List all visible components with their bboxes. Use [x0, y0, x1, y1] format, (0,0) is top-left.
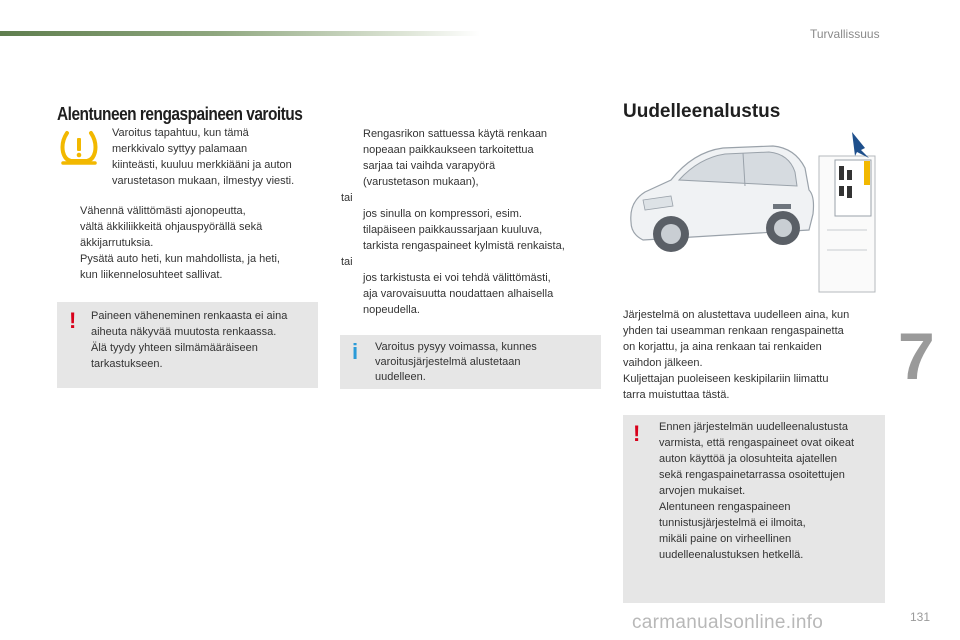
reinit-paragraph [623, 307, 849, 403]
info-text [375, 340, 537, 385]
text-line: Älä tyydy yhteen silmämääräiseen [91, 342, 258, 354]
text-line: uudelleenalustuksen hetkellä. [659, 549, 804, 561]
text-line: aja varovaisuutta noudattaen alhaisella [363, 288, 554, 300]
text-line: varustetason mukaan, ilmestyy viesti. [112, 175, 295, 187]
bullet-text [80, 203, 262, 251]
warning-text [659, 419, 854, 563]
text-line: tilapäiseen paikkaussarjaan kuuluva, [363, 224, 543, 236]
text-line: Pysätä auto heti, kun mahdollista, ja heti, [80, 253, 280, 265]
text-line: Vähennä välittömästi ajonopeutta, [80, 205, 246, 217]
text-line: Kuljettajan puoleiseen keskipilariin liimattu [623, 373, 829, 385]
text-line: Varoitus pysyy voimassa, kunnes [375, 341, 537, 353]
warning-text [91, 308, 287, 372]
text-line: arvojen mukaiset. [659, 485, 746, 497]
text-line: merkkivalo syttyy palamaan [112, 143, 248, 155]
reinit-heading: Uudelleenalustus [623, 101, 781, 122]
text-line: äkkijarrutuksia. [80, 237, 154, 249]
text-line: aiheuta näkyvää muutosta renkaassa. [91, 326, 277, 338]
chapter-title: Turvallissuus [810, 27, 880, 41]
text-line: sekä rengaspainetarrassa osoitettujen [659, 469, 845, 481]
text-line: vaihdon jälkeen. [623, 357, 703, 369]
text-line: tunnistusjärjestelmä ei ilmoita, [659, 517, 806, 529]
text-line: varoitusjärjestelmä alustetaan [375, 356, 521, 368]
text-line: on korjattu, ja aina renkaan tai renkaiden [623, 341, 822, 353]
warning-exclamation-icon: ! [69, 308, 77, 333]
text-line: tarkastukseen. [91, 358, 163, 370]
or-text: tai [341, 256, 353, 268]
text-line: mikäli paine on virheellinen [659, 533, 792, 545]
text-line: nopeudella. [363, 304, 420, 316]
text-line: jos sinulla on kompressori, esim. [363, 208, 522, 220]
text-line: sarjaa tai vaihda varapyörä [363, 160, 496, 172]
intro-text [112, 125, 294, 189]
watermark[interactable]: carmanualsonline.info [632, 612, 824, 633]
text-line: kun liikennelosuhteet sallivat. [80, 269, 223, 281]
text-line: Paineen väheneminen renkaasta ei aina [91, 310, 288, 322]
text-line: auton käyttöä ja olosuhteita ajatellen [659, 453, 837, 465]
text-line: tarkista rengaspaineet kylmistä renkaista, [363, 240, 565, 252]
page-number: 131 [910, 610, 931, 624]
text-line: yhden tai useamman renkaan rengaspainetta [623, 325, 844, 337]
text-line: tarra muistuttaa tästä. [623, 389, 730, 401]
text-line: Varoitus tapahtuu, kun tämä [112, 127, 249, 139]
text-line: jos tarkistusta ei voi tehdä välittömästi, [363, 272, 551, 284]
bullet-text [363, 270, 553, 318]
text-line: uudelleen. [375, 371, 426, 383]
tpms-warning-icon [59, 130, 99, 166]
text-line: nopeaan paikkaukseen tarkoitettua [363, 144, 534, 156]
or-text: tai [341, 192, 353, 204]
text-line: (varustetason mukaan), [363, 176, 479, 188]
header-bar [0, 31, 480, 36]
low-pressure-heading: Alentuneen rengaspaineen varoitus [57, 104, 303, 124]
text-line: Alentuneen rengaspaineen [659, 501, 791, 513]
car-illustration [623, 130, 885, 296]
bullet-text [80, 251, 280, 283]
text-line: kiinteästi, kuuluu merkkiääni ja auton [112, 159, 292, 171]
text-line: varmista, että rengaspaineet ovat oikeat [659, 437, 855, 449]
bullet-text [363, 126, 547, 190]
chapter-number: 7 [898, 319, 935, 393]
text-line: Rengasrikon sattuessa käytä renkaan [363, 128, 548, 140]
info-i-icon: i [352, 339, 359, 364]
text-line: vältä äkkiliikkeitä ohjauspyörällä sekä [80, 221, 263, 233]
warning-exclamation-icon: ! [633, 421, 641, 446]
text-line: Ennen järjestelmän uudelleenalustusta [659, 421, 848, 433]
text-line: Järjestelmä on alustettava uudelleen aina, kun [623, 309, 850, 321]
bullet-text [363, 206, 565, 254]
